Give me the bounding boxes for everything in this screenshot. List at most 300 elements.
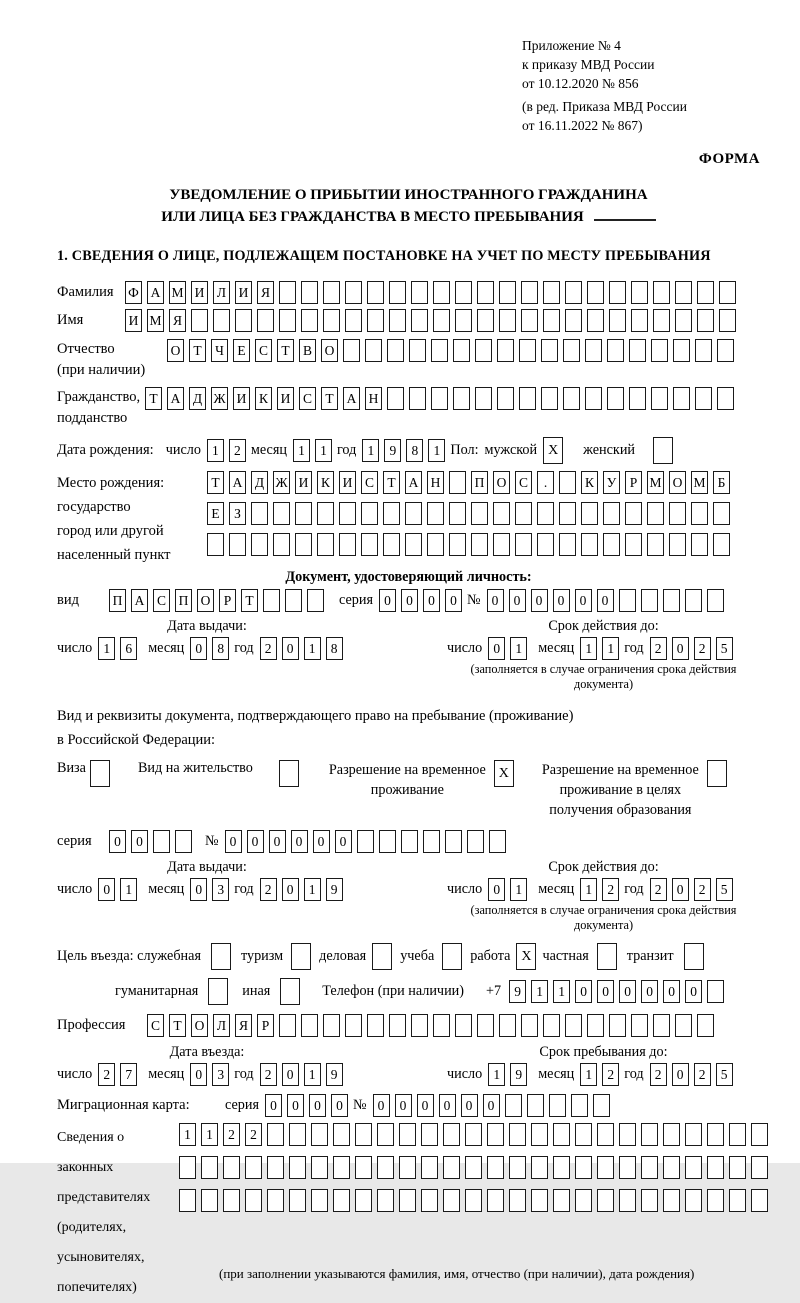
char-cell[interactable] bbox=[575, 1156, 592, 1179]
char-cell[interactable]: 0 bbox=[291, 830, 308, 853]
char-cell[interactable]: 0 bbox=[575, 980, 592, 1003]
char-cell[interactable] bbox=[543, 1014, 560, 1037]
char-cell[interactable]: 2 bbox=[260, 1063, 277, 1086]
char-cell[interactable] bbox=[455, 281, 472, 304]
char-cell[interactable]: 2 bbox=[694, 637, 711, 660]
char-cell[interactable] bbox=[719, 309, 736, 332]
char-cell[interactable]: 0 bbox=[445, 589, 462, 612]
char-cell[interactable]: Ж bbox=[273, 471, 290, 494]
char-cell[interactable] bbox=[267, 1123, 284, 1146]
char-cell[interactable] bbox=[179, 1156, 196, 1179]
char-cell[interactable] bbox=[487, 1189, 504, 1212]
char-cell[interactable]: 2 bbox=[694, 878, 711, 901]
char-cell[interactable]: 0 bbox=[190, 878, 207, 901]
char-cell[interactable]: . bbox=[537, 471, 554, 494]
char-cell[interactable]: 1 bbox=[428, 439, 445, 462]
char-cell[interactable] bbox=[669, 533, 686, 556]
char-cell[interactable]: С bbox=[361, 471, 378, 494]
char-cell[interactable] bbox=[499, 1014, 516, 1037]
char-cell[interactable]: 2 bbox=[602, 878, 619, 901]
char-cell[interactable]: 1 bbox=[304, 637, 321, 660]
char-cell[interactable] bbox=[719, 281, 736, 304]
char-cell[interactable] bbox=[317, 533, 334, 556]
char-cell[interactable]: И bbox=[233, 387, 250, 410]
char-cell[interactable]: С bbox=[153, 589, 170, 612]
char-cell[interactable]: Я bbox=[235, 1014, 252, 1037]
char-cell[interactable] bbox=[625, 533, 642, 556]
char-cell[interactable]: 1 bbox=[304, 1063, 321, 1086]
char-cell[interactable] bbox=[399, 1156, 416, 1179]
char-cell[interactable]: 9 bbox=[509, 980, 526, 1003]
char-cell[interactable] bbox=[651, 339, 668, 362]
char-cell[interactable]: Л bbox=[213, 281, 230, 304]
char-cell[interactable] bbox=[707, 589, 724, 612]
char-cell[interactable] bbox=[377, 1189, 394, 1212]
char-cell[interactable]: 6 bbox=[120, 637, 137, 660]
female-checkbox[interactable] bbox=[653, 437, 673, 464]
char-cell[interactable]: 0 bbox=[685, 980, 702, 1003]
char-cell[interactable]: М bbox=[647, 471, 664, 494]
char-cell[interactable]: 0 bbox=[190, 637, 207, 660]
char-cell[interactable] bbox=[497, 387, 514, 410]
char-cell[interactable] bbox=[387, 339, 404, 362]
char-cell[interactable] bbox=[213, 309, 230, 332]
char-cell[interactable] bbox=[401, 830, 418, 853]
char-cell[interactable] bbox=[455, 309, 472, 332]
char-cell[interactable]: Т bbox=[145, 387, 162, 410]
char-cell[interactable]: Т bbox=[189, 339, 206, 362]
char-cell[interactable] bbox=[223, 1156, 240, 1179]
char-cell[interactable]: Д bbox=[189, 387, 206, 410]
char-cell[interactable]: 0 bbox=[190, 1063, 207, 1086]
char-cell[interactable] bbox=[267, 1189, 284, 1212]
char-cell[interactable]: 1 bbox=[488, 1063, 505, 1086]
char-cell[interactable] bbox=[465, 1156, 482, 1179]
char-cell[interactable] bbox=[477, 309, 494, 332]
char-cell[interactable] bbox=[317, 502, 334, 525]
char-cell[interactable]: П bbox=[109, 589, 126, 612]
char-cell[interactable]: 8 bbox=[406, 439, 423, 462]
char-cell[interactable]: О bbox=[167, 339, 184, 362]
visa-checkbox[interactable] bbox=[90, 760, 110, 787]
char-cell[interactable]: А bbox=[405, 471, 422, 494]
char-cell[interactable]: О bbox=[669, 471, 686, 494]
char-cell[interactable] bbox=[279, 281, 296, 304]
char-cell[interactable]: 0 bbox=[483, 1094, 500, 1117]
char-cell[interactable] bbox=[497, 339, 514, 362]
char-cell[interactable] bbox=[343, 339, 360, 362]
char-cell[interactable]: И bbox=[235, 281, 252, 304]
char-cell[interactable] bbox=[707, 1123, 724, 1146]
char-cell[interactable] bbox=[631, 309, 648, 332]
char-cell[interactable]: Е bbox=[233, 339, 250, 362]
char-cell[interactable] bbox=[421, 1123, 438, 1146]
char-cell[interactable] bbox=[257, 309, 274, 332]
char-cell[interactable] bbox=[311, 1189, 328, 1212]
char-cell[interactable] bbox=[553, 1156, 570, 1179]
char-cell[interactable] bbox=[519, 339, 536, 362]
char-cell[interactable]: Н bbox=[365, 387, 382, 410]
char-cell[interactable] bbox=[685, 1156, 702, 1179]
char-cell[interactable] bbox=[631, 281, 648, 304]
char-cell[interactable] bbox=[695, 387, 712, 410]
char-cell[interactable]: 0 bbox=[131, 830, 148, 853]
char-cell[interactable] bbox=[449, 502, 466, 525]
char-cell[interactable]: 1 bbox=[602, 637, 619, 660]
char-cell[interactable] bbox=[285, 589, 302, 612]
char-cell[interactable]: Т bbox=[169, 1014, 186, 1037]
char-cell[interactable] bbox=[223, 1189, 240, 1212]
char-cell[interactable] bbox=[697, 309, 714, 332]
work-checkbox[interactable]: X bbox=[516, 943, 536, 970]
residence-permit-checkbox[interactable] bbox=[279, 760, 299, 787]
char-cell[interactable] bbox=[443, 1123, 460, 1146]
char-cell[interactable] bbox=[641, 1123, 658, 1146]
char-cell[interactable] bbox=[499, 309, 516, 332]
char-cell[interactable]: А bbox=[131, 589, 148, 612]
char-cell[interactable] bbox=[355, 1156, 372, 1179]
char-cell[interactable] bbox=[531, 1156, 548, 1179]
char-cell[interactable]: М bbox=[691, 471, 708, 494]
humanitarian-checkbox[interactable] bbox=[208, 978, 228, 1005]
char-cell[interactable] bbox=[675, 281, 692, 304]
char-cell[interactable] bbox=[295, 502, 312, 525]
char-cell[interactable]: 2 bbox=[260, 878, 277, 901]
char-cell[interactable]: О bbox=[191, 1014, 208, 1037]
char-cell[interactable] bbox=[383, 502, 400, 525]
char-cell[interactable]: 0 bbox=[488, 878, 505, 901]
char-cell[interactable]: Я bbox=[169, 309, 186, 332]
char-cell[interactable]: А bbox=[167, 387, 184, 410]
char-cell[interactable] bbox=[323, 1014, 340, 1037]
char-cell[interactable]: И bbox=[191, 281, 208, 304]
char-cell[interactable] bbox=[691, 502, 708, 525]
char-cell[interactable] bbox=[619, 1123, 636, 1146]
char-cell[interactable] bbox=[509, 1156, 526, 1179]
char-cell[interactable] bbox=[653, 1014, 670, 1037]
char-cell[interactable] bbox=[685, 589, 702, 612]
char-cell[interactable] bbox=[383, 533, 400, 556]
char-cell[interactable] bbox=[713, 533, 730, 556]
char-cell[interactable]: 0 bbox=[663, 980, 680, 1003]
char-cell[interactable] bbox=[751, 1156, 768, 1179]
char-cell[interactable] bbox=[751, 1123, 768, 1146]
char-cell[interactable] bbox=[443, 1189, 460, 1212]
char-cell[interactable] bbox=[575, 1189, 592, 1212]
char-cell[interactable] bbox=[691, 533, 708, 556]
char-cell[interactable] bbox=[427, 533, 444, 556]
char-cell[interactable] bbox=[493, 533, 510, 556]
char-cell[interactable] bbox=[587, 1014, 604, 1037]
char-cell[interactable]: 1 bbox=[304, 878, 321, 901]
business-checkbox[interactable] bbox=[211, 943, 231, 970]
char-cell[interactable]: И bbox=[125, 309, 142, 332]
char-cell[interactable] bbox=[433, 309, 450, 332]
char-cell[interactable] bbox=[685, 1123, 702, 1146]
char-cell[interactable]: 2 bbox=[650, 878, 667, 901]
char-cell[interactable] bbox=[563, 339, 580, 362]
char-cell[interactable]: 1 bbox=[293, 439, 310, 462]
char-cell[interactable]: 0 bbox=[487, 589, 504, 612]
char-cell[interactable]: 5 bbox=[716, 878, 733, 901]
char-cell[interactable]: 0 bbox=[265, 1094, 282, 1117]
char-cell[interactable] bbox=[449, 471, 466, 494]
male-checkbox[interactable]: X bbox=[543, 437, 563, 464]
char-cell[interactable] bbox=[609, 281, 626, 304]
char-cell[interactable]: М bbox=[169, 281, 186, 304]
char-cell[interactable] bbox=[333, 1189, 350, 1212]
char-cell[interactable]: 2 bbox=[602, 1063, 619, 1086]
char-cell[interactable] bbox=[323, 309, 340, 332]
char-cell[interactable] bbox=[531, 1189, 548, 1212]
char-cell[interactable]: 8 bbox=[212, 637, 229, 660]
char-cell[interactable]: 0 bbox=[282, 1063, 299, 1086]
char-cell[interactable] bbox=[301, 1014, 318, 1037]
char-cell[interactable] bbox=[629, 339, 646, 362]
char-cell[interactable] bbox=[389, 1014, 406, 1037]
char-cell[interactable] bbox=[565, 281, 582, 304]
char-cell[interactable] bbox=[559, 533, 576, 556]
char-cell[interactable] bbox=[453, 339, 470, 362]
char-cell[interactable]: Ф bbox=[125, 281, 142, 304]
char-cell[interactable]: С bbox=[147, 1014, 164, 1037]
char-cell[interactable] bbox=[587, 309, 604, 332]
char-cell[interactable] bbox=[245, 1189, 262, 1212]
char-cell[interactable] bbox=[603, 533, 620, 556]
char-cell[interactable] bbox=[345, 1014, 362, 1037]
char-cell[interactable] bbox=[729, 1123, 746, 1146]
char-cell[interactable] bbox=[405, 533, 422, 556]
char-cell[interactable]: 1 bbox=[362, 439, 379, 462]
char-cell[interactable]: К bbox=[317, 471, 334, 494]
char-cell[interactable] bbox=[475, 339, 492, 362]
char-cell[interactable] bbox=[663, 1189, 680, 1212]
char-cell[interactable] bbox=[289, 1156, 306, 1179]
char-cell[interactable]: 1 bbox=[510, 878, 527, 901]
private-checkbox[interactable] bbox=[597, 943, 617, 970]
char-cell[interactable]: 2 bbox=[694, 1063, 711, 1086]
char-cell[interactable] bbox=[521, 309, 538, 332]
char-cell[interactable]: 5 bbox=[716, 1063, 733, 1086]
char-cell[interactable] bbox=[553, 1189, 570, 1212]
char-cell[interactable] bbox=[453, 387, 470, 410]
char-cell[interactable]: У bbox=[603, 471, 620, 494]
char-cell[interactable]: В bbox=[299, 339, 316, 362]
char-cell[interactable]: 0 bbox=[488, 637, 505, 660]
char-cell[interactable]: С bbox=[515, 471, 532, 494]
char-cell[interactable] bbox=[399, 1123, 416, 1146]
char-cell[interactable]: 0 bbox=[309, 1094, 326, 1117]
char-cell[interactable] bbox=[477, 1014, 494, 1037]
char-cell[interactable]: 1 bbox=[580, 1063, 597, 1086]
char-cell[interactable]: 0 bbox=[439, 1094, 456, 1117]
char-cell[interactable] bbox=[509, 1189, 526, 1212]
char-cell[interactable]: А bbox=[343, 387, 360, 410]
char-cell[interactable] bbox=[179, 1189, 196, 1212]
char-cell[interactable] bbox=[647, 502, 664, 525]
char-cell[interactable]: Д bbox=[251, 471, 268, 494]
char-cell[interactable]: Ч bbox=[211, 339, 228, 362]
char-cell[interactable]: 0 bbox=[672, 878, 689, 901]
char-cell[interactable] bbox=[597, 1189, 614, 1212]
char-cell[interactable]: 9 bbox=[384, 439, 401, 462]
char-cell[interactable]: 0 bbox=[597, 980, 614, 1003]
char-cell[interactable] bbox=[619, 589, 636, 612]
char-cell[interactable]: Е bbox=[207, 502, 224, 525]
char-cell[interactable] bbox=[619, 1189, 636, 1212]
char-cell[interactable] bbox=[433, 281, 450, 304]
char-cell[interactable] bbox=[543, 281, 560, 304]
char-cell[interactable] bbox=[345, 309, 362, 332]
char-cell[interactable]: 1 bbox=[510, 637, 527, 660]
char-cell[interactable]: М bbox=[147, 309, 164, 332]
char-cell[interactable]: 0 bbox=[423, 589, 440, 612]
char-cell[interactable]: 2 bbox=[650, 637, 667, 660]
char-cell[interactable] bbox=[361, 502, 378, 525]
char-cell[interactable] bbox=[653, 281, 670, 304]
char-cell[interactable]: 1 bbox=[580, 878, 597, 901]
char-cell[interactable]: 0 bbox=[247, 830, 264, 853]
char-cell[interactable] bbox=[597, 1156, 614, 1179]
char-cell[interactable] bbox=[625, 502, 642, 525]
char-cell[interactable] bbox=[609, 309, 626, 332]
char-cell[interactable] bbox=[311, 1123, 328, 1146]
char-cell[interactable] bbox=[519, 387, 536, 410]
char-cell[interactable] bbox=[433, 1014, 450, 1037]
char-cell[interactable]: 9 bbox=[326, 878, 343, 901]
char-cell[interactable] bbox=[465, 1123, 482, 1146]
char-cell[interactable]: О bbox=[493, 471, 510, 494]
tourism-checkbox[interactable] bbox=[291, 943, 311, 970]
char-cell[interactable] bbox=[559, 502, 576, 525]
char-cell[interactable]: Р bbox=[219, 589, 236, 612]
char-cell[interactable] bbox=[669, 502, 686, 525]
char-cell[interactable] bbox=[377, 1156, 394, 1179]
char-cell[interactable] bbox=[581, 533, 598, 556]
char-cell[interactable] bbox=[571, 1094, 588, 1117]
char-cell[interactable]: 0 bbox=[373, 1094, 390, 1117]
char-cell[interactable]: 0 bbox=[225, 830, 242, 853]
char-cell[interactable] bbox=[409, 387, 426, 410]
char-cell[interactable] bbox=[339, 502, 356, 525]
char-cell[interactable] bbox=[389, 309, 406, 332]
char-cell[interactable] bbox=[487, 1123, 504, 1146]
char-cell[interactable] bbox=[361, 533, 378, 556]
char-cell[interactable] bbox=[409, 339, 426, 362]
char-cell[interactable] bbox=[301, 309, 318, 332]
char-cell[interactable]: 9 bbox=[510, 1063, 527, 1086]
char-cell[interactable]: 3 bbox=[212, 1063, 229, 1086]
char-cell[interactable] bbox=[541, 339, 558, 362]
char-cell[interactable] bbox=[153, 830, 170, 853]
char-cell[interactable] bbox=[663, 1123, 680, 1146]
char-cell[interactable]: 0 bbox=[553, 589, 570, 612]
char-cell[interactable]: 0 bbox=[269, 830, 286, 853]
char-cell[interactable] bbox=[245, 1156, 262, 1179]
char-cell[interactable]: 0 bbox=[313, 830, 330, 853]
char-cell[interactable] bbox=[641, 1189, 658, 1212]
char-cell[interactable] bbox=[201, 1156, 218, 1179]
char-cell[interactable]: 0 bbox=[417, 1094, 434, 1117]
char-cell[interactable] bbox=[713, 502, 730, 525]
char-cell[interactable] bbox=[541, 387, 558, 410]
char-cell[interactable] bbox=[355, 1123, 372, 1146]
char-cell[interactable]: Я bbox=[257, 281, 274, 304]
char-cell[interactable] bbox=[685, 1189, 702, 1212]
char-cell[interactable] bbox=[289, 1123, 306, 1146]
char-cell[interactable] bbox=[607, 387, 624, 410]
char-cell[interactable] bbox=[251, 533, 268, 556]
char-cell[interactable] bbox=[443, 1156, 460, 1179]
char-cell[interactable]: Т bbox=[277, 339, 294, 362]
char-cell[interactable]: 1 bbox=[553, 980, 570, 1003]
char-cell[interactable] bbox=[207, 533, 224, 556]
char-cell[interactable] bbox=[251, 502, 268, 525]
char-cell[interactable]: Л bbox=[213, 1014, 230, 1037]
char-cell[interactable] bbox=[431, 387, 448, 410]
char-cell[interactable] bbox=[653, 309, 670, 332]
char-cell[interactable] bbox=[365, 339, 382, 362]
char-cell[interactable]: 2 bbox=[245, 1123, 262, 1146]
char-cell[interactable] bbox=[333, 1123, 350, 1146]
other-purpose-checkbox[interactable] bbox=[280, 978, 300, 1005]
char-cell[interactable]: 0 bbox=[619, 980, 636, 1003]
char-cell[interactable] bbox=[449, 533, 466, 556]
char-cell[interactable] bbox=[585, 339, 602, 362]
char-cell[interactable] bbox=[673, 339, 690, 362]
temp-residence-checkbox[interactable]: X bbox=[494, 760, 514, 787]
char-cell[interactable]: 1 bbox=[207, 439, 224, 462]
char-cell[interactable]: 0 bbox=[509, 589, 526, 612]
char-cell[interactable] bbox=[279, 1014, 296, 1037]
char-cell[interactable] bbox=[695, 339, 712, 362]
char-cell[interactable] bbox=[647, 533, 664, 556]
char-cell[interactable] bbox=[411, 281, 428, 304]
char-cell[interactable] bbox=[521, 1014, 538, 1037]
study-checkbox[interactable] bbox=[442, 943, 462, 970]
char-cell[interactable] bbox=[531, 1123, 548, 1146]
char-cell[interactable] bbox=[663, 589, 680, 612]
char-cell[interactable] bbox=[175, 830, 192, 853]
char-cell[interactable]: 0 bbox=[597, 589, 614, 612]
char-cell[interactable] bbox=[279, 309, 296, 332]
char-cell[interactable]: 0 bbox=[287, 1094, 304, 1117]
char-cell[interactable]: А bbox=[229, 471, 246, 494]
char-cell[interactable] bbox=[379, 830, 396, 853]
char-cell[interactable]: 1 bbox=[201, 1123, 218, 1146]
char-cell[interactable] bbox=[697, 281, 714, 304]
char-cell[interactable] bbox=[471, 533, 488, 556]
char-cell[interactable] bbox=[191, 309, 208, 332]
char-cell[interactable] bbox=[367, 309, 384, 332]
char-cell[interactable] bbox=[575, 1123, 592, 1146]
char-cell[interactable] bbox=[537, 502, 554, 525]
char-cell[interactable] bbox=[587, 281, 604, 304]
char-cell[interactable]: Н bbox=[427, 471, 444, 494]
char-cell[interactable]: 0 bbox=[379, 589, 396, 612]
char-cell[interactable] bbox=[559, 471, 576, 494]
char-cell[interactable] bbox=[499, 281, 516, 304]
char-cell[interactable] bbox=[597, 1123, 614, 1146]
char-cell[interactable] bbox=[641, 1156, 658, 1179]
char-cell[interactable] bbox=[619, 1156, 636, 1179]
char-cell[interactable] bbox=[465, 1189, 482, 1212]
char-cell[interactable] bbox=[301, 281, 318, 304]
char-cell[interactable]: 0 bbox=[282, 637, 299, 660]
char-cell[interactable]: О bbox=[197, 589, 214, 612]
temp-residence-edu-checkbox[interactable] bbox=[707, 760, 727, 787]
char-cell[interactable] bbox=[537, 533, 554, 556]
